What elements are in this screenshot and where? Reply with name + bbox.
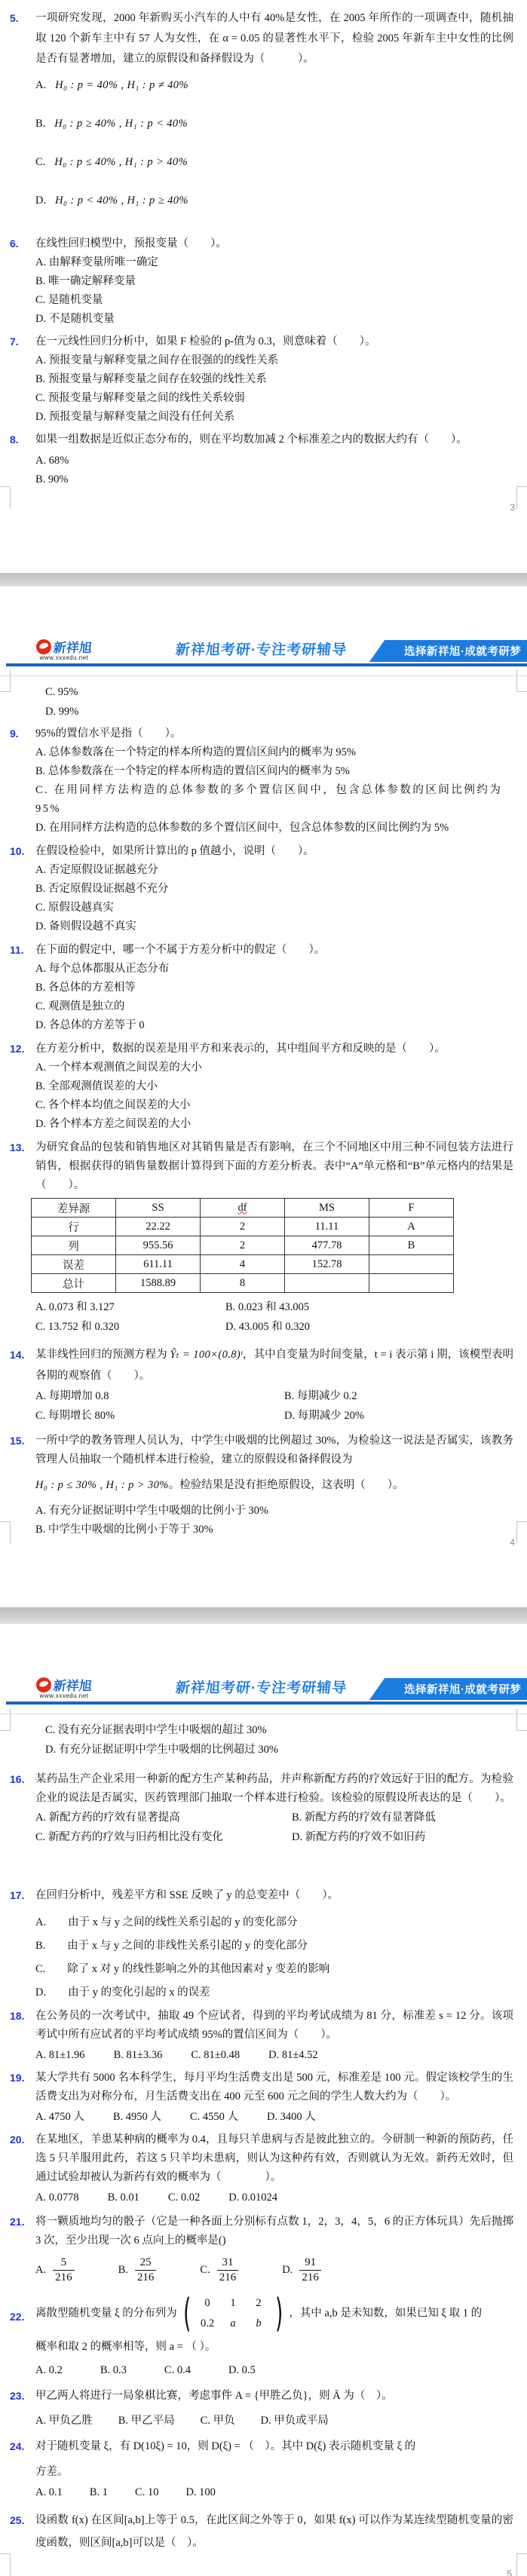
fraction: $\frac{5}{216}$ — [53, 2256, 75, 2285]
question-6-option-a: A. 由解释变量所唯一确定 — [35, 256, 158, 268]
anova-cell: 2 — [201, 1218, 285, 1236]
question-20-option-d: D. 0.01024 — [228, 2192, 278, 2204]
question-9-option-a: A. 总体参数落在一个特定的样本所构造的置信区间内的概率为 95% — [35, 746, 356, 758]
question-10-option-d: D. 备则假设越不真实 — [35, 920, 136, 933]
question-12-option-a: A. 一个样本观测值之间误差的大小 — [35, 1061, 202, 1074]
anova-cell: 8 — [201, 1274, 285, 1293]
question-17-option-a: A. 由于 x 与 y 之间的线性关系引起的 y 的变化部分 — [35, 1916, 298, 1928]
page-gap — [0, 573, 527, 587]
question-13-option-d: D. 43.005 和 0.320 — [225, 1321, 310, 1333]
question-11 — [10, 941, 513, 1035]
question-14-stem: 某非线性回归的预测方程为 Ŷₜ = 100×(0.8)ᵗ，其中自变量为时间变量，t = i 表示第 i 期，该模型表明各期的观察值（ ）。 — [35, 1349, 514, 1382]
logo-name: 新祥旭 — [52, 641, 93, 655]
anova-cell: 11.11 — [285, 1218, 369, 1236]
page-1 — [0, 0, 527, 573]
question-20-option-c: C. 0.02 — [167, 2192, 201, 2204]
question-10-option-a: A. 否定原假设证据越充分 — [35, 864, 158, 876]
question-5-option-c: C. H₀ : p ≤ 40% , H₁ : p > 40% — [35, 156, 188, 168]
question-10-option-c: C. 原假设越真实 — [35, 902, 114, 914]
center-slogan: 新祥旭考研·专注考研辅导 — [174, 642, 348, 658]
question-6 — [10, 234, 513, 329]
question-25 — [10, 2509, 513, 2554]
question-20 — [10, 2130, 513, 2208]
question-8-option-c: C. 95% — [45, 686, 78, 698]
crop-mark-bottom-right — [516, 1521, 527, 1544]
question-18-option-a: A. 81±1.96 — [35, 2049, 85, 2061]
anova-cell — [369, 1255, 454, 1274]
question-8 — [10, 430, 513, 489]
question-13-stem: 为研究食品的包装和销售地区对其销售量是否有影响，在三个不同地区中用三种不同包装方法进行销售，根据获得的销售量数据计算得到下面的方差分析表。表中“A”单元格和“B”单元格内的结果是（ ）。 — [35, 1141, 513, 1191]
question-18-option-c: C. 81±0.48 — [191, 2049, 241, 2061]
question-9 — [10, 724, 513, 838]
question-19-option-b: B. 4950 人 — [112, 2111, 161, 2123]
question-15 — [10, 1432, 513, 1539]
question-15-options-continued — [45, 1720, 513, 1760]
question-10 — [10, 842, 513, 936]
question-9-option-c: C. 在用同样方法构造的总体参数的多个置信区间中，包含总体参数的区间比例约为 95% — [35, 784, 503, 815]
question-6-option-b: B. 唯一确定解释变量 — [35, 275, 136, 287]
question-7-stem: 在一元线性回归分析中，如果 F 检验的 p-值为 0.3，则意味着（ ）。 — [35, 335, 376, 348]
crop-mark-bottom-left — [0, 1521, 11, 1544]
anova-row — [32, 1236, 454, 1255]
anova-cell: 611.11 — [116, 1255, 201, 1274]
anova-cell — [369, 1274, 454, 1293]
question-23-option-d: D. 甲负或平局 — [260, 2415, 329, 2427]
question-22-options — [35, 2360, 513, 2381]
anova-cell: A — [369, 1218, 454, 1236]
matrix-cell: 1 — [230, 2297, 236, 2309]
question-21 — [10, 2213, 513, 2288]
anova-cell: 误差 — [32, 1255, 116, 1274]
page-gap — [0, 1607, 527, 1624]
question-24-option-c: C. 10 — [135, 2486, 159, 2498]
question-10-option-b: B. 否定原假设证据越不充分 — [35, 883, 169, 895]
question-14-number: 14. — [10, 1349, 25, 1361]
question-7-option-a: A. 预报变量与解释变量之间存在很强的的线性关系 — [35, 354, 279, 366]
anova-table — [31, 1198, 454, 1293]
question-10-stem: 在假设检验中，如果所计算出的 p 值越小，说明（ ）。 — [35, 845, 314, 857]
question-24 — [10, 2437, 513, 2503]
question-24-option-d: D. 100 — [185, 2486, 216, 2498]
question-23-number: 23. — [10, 2390, 25, 2402]
question-21-option-b: B. $\frac{25}{216}$ — [118, 2256, 157, 2285]
logo-site: www.xxxedu.net — [39, 1692, 89, 1699]
fraction: $\frac{31}{216}$ — [217, 2256, 239, 2285]
question-11-option-a: A. 每个总体都服从正态分布 — [35, 963, 170, 975]
question-11-option-b: B. 各总体的方差相等 — [35, 982, 136, 994]
question-21-number: 21. — [10, 2216, 25, 2228]
question-7 — [10, 332, 513, 427]
question-22-option-b: B. 0.3 — [100, 2364, 127, 2376]
question-21-option-a: A. $\frac{5}{216}$ — [35, 2256, 75, 2285]
matrix-cell: 0.2 — [200, 2317, 215, 2329]
question-20-stem: 在某地区，羊患某种病的概率为 0.4，且每只羊患病与否是彼此独立的。今研制一种新的预防药，任选 5 只羊服用此药，若这 5 只羊均未患病，则认为这种药有效，否则就认为无效。新药无效时，但通过试验却被认为新药有效的概率为（ ）。 — [35, 2133, 513, 2183]
anova-cell: 2 — [201, 1236, 285, 1255]
question-14-option-b: B. 每期减少 0.2 — [284, 1390, 357, 1402]
page-number: 3 — [510, 502, 515, 513]
question-15-option-a: A. 有充分证据证明中学生中吸烟的比例小于 30% — [35, 1505, 268, 1517]
page-content — [0, 587, 527, 1539]
question-12 — [10, 1040, 513, 1134]
question-16-number: 16. — [10, 1773, 25, 1785]
question-19-number: 19. — [10, 2072, 25, 2084]
fraction: $\frac{25}{216}$ — [135, 2256, 157, 2285]
question-17-option-b: B. 由于 x 与 y 之间的非线性关系引起的 y 的变化部分 — [35, 1940, 308, 1952]
question-21-options — [35, 2256, 513, 2285]
question-14-option-a: A. 每期增加 0.8 — [35, 1390, 109, 1402]
question-9-option-d: D. 在用同样方法构造的总体参数的多个置信区间中，包含总体参数的区间比例约为 5% — [35, 822, 449, 834]
question-17 — [10, 1886, 513, 2002]
question-13 — [10, 1138, 513, 1337]
question-20-option-b: B. 0.01 — [107, 2192, 139, 2204]
question-9-option-b: B. 总体参数落在一个特定的样本所构造的置信区间内的概率为 5% — [35, 765, 350, 777]
question-18-options — [35, 2045, 513, 2066]
page-3 — [0, 1624, 527, 2576]
anova-row — [32, 1218, 454, 1236]
question-19 — [10, 2069, 513, 2127]
question-18-stem: 在公务员的一次考试中，抽取 49 个应试者，得到的平均考试成绩为 81 分，标准差 s = 12 分。该项考试中所有应试者的平均考试成绩 95%的置信区间为（ ）。 — [35, 2010, 513, 2041]
page-content — [0, 0, 527, 489]
question-15-formula-line: H₀ : p ≤ 30% , H₁ : p > 30%。检验结果是没有拒绝原假设，这表明（ ）。 — [35, 1479, 404, 1491]
question-6-option-d: D. 不是随机变量 — [35, 313, 115, 325]
anova-cell: 行 — [32, 1218, 116, 1236]
question-9-number: 9. — [10, 727, 19, 740]
q14-formula: Ŷₜ = 100×(0.8)ᵗ — [170, 1349, 243, 1361]
logo-site: www.xxxedu.net — [39, 654, 89, 661]
question-7-option-b: B. 预报变量与解释变量之间存在较强的线性关系 — [35, 373, 267, 385]
question-23-option-c: C. 甲负 — [200, 2415, 235, 2427]
anova-row — [32, 1255, 454, 1274]
anova-cell: 152.78 — [285, 1255, 369, 1274]
question-13-number: 13. — [10, 1141, 25, 1153]
question-18-option-d: D. 81±4.52 — [268, 2049, 318, 2061]
anova-cell: SS — [116, 1199, 201, 1218]
anova-cell: 总计 — [32, 1274, 116, 1293]
question-23 — [10, 2387, 513, 2431]
question-11-stem: 在下面的假定中，哪一个不属于方差分析中的假定（ ）。 — [35, 944, 326, 956]
matrix-cell: b — [256, 2317, 262, 2329]
anova-cell: F — [369, 1199, 454, 1218]
question-12-number: 12. — [10, 1043, 25, 1055]
question-12-option-c: C. 各个样本均值之间误差的大小 — [35, 1099, 191, 1111]
question-13-option-a: A. 0.073 和 3.127 — [35, 1301, 115, 1313]
anova-cell: B — [369, 1236, 454, 1255]
question-5-option-a: A. H₀ : p = 40% , H₁ : p ≠ 40% — [35, 79, 188, 91]
question-25-stem: 设函数 f(x) 在区间[a,b]上等于 0.5，在此区间之外等于 0，如果 f(x) 可以作为某连续型随机变量的密度函数，则区间[a,b]可以是（ ）。 — [35, 2514, 513, 2549]
question-7-number: 7. — [10, 335, 19, 348]
question-15-option-c: C. 没有充分证据表明中学生中吸烟的超过 30% — [45, 1724, 267, 1736]
question-16-option-a: A. 新配方药的疗效有显著提高 — [35, 1812, 180, 1824]
question-19-option-d: D. 3400 人 — [266, 2111, 316, 2123]
question-15-stem: 一所中学的教务管理人员认为，中学生中吸烟的比例超过 30%，为检验这一说法是否属实，该教务管理人员抽取一个随机样本进行检验，建立的原假设和备择假设为 — [35, 1435, 513, 1466]
question-22-option-a: A. 0.2 — [35, 2364, 63, 2376]
question-23-option-b: B. 甲乙平局 — [118, 2415, 175, 2427]
anova-cell: 差异源 — [32, 1199, 116, 1218]
question-23-options — [35, 2410, 513, 2431]
matrix-cell: 2 — [256, 2297, 262, 2309]
anova-cell: 955.56 — [116, 1236, 201, 1255]
question-11-option-c: C. 观测值是独立的 — [35, 1000, 125, 1012]
question-24-option-b: B. 1 — [89, 2486, 109, 2498]
matrix-cell: 0 — [204, 2297, 210, 2309]
question-7-option-d: D. 预报变量与解释变量之间没有任何关系 — [35, 411, 235, 423]
question-6-stem: 在线性回归模型中，预报变量（ ）。 — [35, 237, 227, 250]
question-16 — [10, 1770, 513, 1847]
page-2 — [0, 587, 527, 1607]
anova-cell: 4 — [201, 1255, 285, 1274]
center-slogan: 新祥旭考研·专注考研辅导 — [174, 1680, 348, 1696]
matrix-left-paren: ( — [182, 2291, 191, 2336]
question-20-number: 20. — [10, 2133, 25, 2146]
question-5 — [10, 8, 513, 230]
crop-mark-bottom-left — [0, 2553, 11, 2576]
anova-cell: 22.22 — [116, 1218, 201, 1236]
question-16-stem: 某药品生产企业采用一种新的配方生产某种药品，并声称新配方药的疗效远好于旧的配方。为检验企业的说法是否属实，医药管理部门抽取一个样本进行检验。该检验的原假设所表达的是（ ）。 — [35, 1773, 513, 1804]
question-22-stem-line2: 概率和取 2 的概率相等，则 a = （ ）。 — [35, 2341, 216, 2353]
matrix-cell: a — [230, 2317, 236, 2329]
question-12-stem: 在方差分析中，数据的误差是用平方和来表示的，其中组间平方和反映的是（ ）。 — [35, 1043, 446, 1055]
question-19-stem: 某大学共有 5000 名本科学生，每月平均生活费支出是 500 元，标准差是 100 元。假定该校学生的生活费支出为对称分布，月生活费支出在 400 元至 600 元之间的学生人数大约为（ ）。 — [35, 2072, 513, 2103]
question-14 — [10, 1344, 513, 1426]
question-20-option-a: A. 0.0778 — [35, 2192, 79, 2204]
question-15-number: 15. — [10, 1435, 25, 1447]
question-25-number: 25. — [10, 2514, 25, 2526]
question-8-options-continued — [45, 682, 513, 721]
question-5-option-d: D. H₀ : p < 40% , H₁ : p ≥ 40% — [35, 195, 188, 207]
anova-cell: df — [201, 1199, 285, 1218]
question-14-option-c: C. 每期增长 80% — [35, 1410, 115, 1422]
question-22-number: 22. — [10, 2311, 25, 2323]
question-17-stem: 在回归分析中，残差平方和 SSE 反映了 y 的总变差中（ ）。 — [35, 1889, 339, 1901]
question-13-option-b: B. 0.023 和 43.005 — [225, 1301, 310, 1313]
question-23-option-a: A. 甲负乙胜 — [35, 2415, 93, 2427]
question-6-option-c: C. 是随机变量 — [35, 294, 103, 306]
question-24-option-a: A. 0.1 — [35, 2486, 63, 2498]
question-16-option-c: C. 新配方药的疗效与旧药相比没有变化 — [35, 1831, 223, 1843]
question-11-option-d: D. 各总体的方差等于 0 — [35, 1019, 145, 1031]
question-9-stem: 95%的置信水平是指（ ）。 — [35, 727, 182, 740]
question-22-option-c: C. 0.4 — [164, 2364, 191, 2376]
question-21-option-c: C. $\frac{31}{216}$ — [200, 2256, 238, 2285]
anova-header-row — [32, 1199, 454, 1218]
crop-mark-bottom-left — [0, 486, 11, 509]
distribution-matrix — [179, 2291, 287, 2336]
question-23-stem: 甲乙两人将进行一局象棋比赛，考虑事件 A = {甲胜乙负}，则 Ā 为（ ）。 — [35, 2390, 393, 2402]
question-18 — [10, 2007, 513, 2066]
anova-cell: 列 — [32, 1236, 116, 1255]
question-8-option-d: D. 99% — [45, 706, 79, 718]
question-8-stem: 如果一组数据是近似正态分布的，则在平均数加减 2 个标准差之内的数据大约有（ ）。 — [35, 433, 467, 446]
question-17-number: 17. — [10, 1889, 25, 1901]
question-17-option-c: C. 除了 x 对 y 的线性影响之外的其他因素对 y 变差的影响 — [35, 1963, 330, 1975]
question-22 — [10, 2291, 513, 2381]
question-14-option-d: D. 每期减少 20% — [284, 1410, 364, 1422]
anova-cell: MS — [285, 1199, 369, 1218]
question-8-option-a: A. 68% — [35, 455, 69, 467]
question-19-option-c: C. 4550 人 — [189, 2111, 238, 2123]
question-24-options — [35, 2482, 513, 2503]
question-19-option-a: A. 4750 人 — [35, 2111, 84, 2123]
question-5-option-b: B. H₀ : p ≥ 40% , H₁ : p < 40% — [35, 118, 188, 130]
fraction: $\frac{91}{216}$ — [299, 2256, 321, 2285]
question-18-option-b: B. 81±3.36 — [113, 2049, 163, 2061]
question-15-option-d: D. 有充分证据证明中学生中吸烟的比例超过 30% — [45, 1744, 278, 1756]
right-slogan: 选择新祥旭·成就考研梦 — [403, 646, 521, 658]
matrix-right-paren: ) — [275, 2291, 283, 2336]
anova-row — [32, 1274, 454, 1293]
question-12-option-d: D. 各个样本方差之间误差的大小 — [35, 1118, 191, 1130]
question-24-stem-line2: 方差。 — [35, 2466, 69, 2478]
question-15-option-b: B. 中学生中吸烟的比例小于等于 30% — [35, 1524, 213, 1536]
question-8-option-b: B. 90% — [35, 473, 69, 485]
page-content — [0, 1624, 527, 2554]
question-11-number: 11. — [10, 944, 24, 956]
logo-name: 新祥旭 — [52, 1679, 93, 1693]
page-number: 5 — [507, 2568, 512, 2576]
crop-mark-bottom-right — [516, 2553, 527, 2576]
question-22-stem: 离散型随机变量 ξ 的分布列为 ( 0 1 2 0.2 a b ) ，其中 a,b 是未知数，如果已知 ξ 取 1 的 — [35, 2291, 483, 2336]
question-18-number: 18. — [10, 2010, 25, 2022]
question-8-number: 8. — [10, 433, 19, 446]
anova-cell: 1588.89 — [116, 1274, 201, 1293]
question-6-number: 6. — [10, 237, 19, 250]
question-5-number: 5. — [10, 12, 19, 24]
anova-cell: 477.78 — [285, 1236, 369, 1255]
question-20-options — [35, 2187, 513, 2208]
crop-mark-bottom-right — [516, 486, 527, 509]
right-slogan: 选择新祥旭·成就考研梦 — [403, 1684, 521, 1696]
question-7-option-c: C. 预报变量与解释变量之间的线性关系较弱 — [35, 392, 245, 404]
question-19-options — [35, 2106, 513, 2127]
question-24-stem: 对于随机变量 ξ，有 D(10ξ) = 10，则 D(ξ) = （ ）。其中 D(ξ) 表示随机变量 ξ 的 — [35, 2440, 416, 2452]
question-12-option-b: B. 全部观测值误差的大小 — [35, 1080, 158, 1092]
question-17-option-d: D. 由于 y 的变化引起的 x 的误差 — [35, 1986, 210, 1999]
page-number: 4 — [510, 1537, 515, 1548]
question-21-stem: 将一颗质地均匀的骰子（它是一种各面上分别标有点数 1，2，3，4，5，6 的正方体玩具）先后抛掷 3 次，至少出现一次 6 点向上的概率是() — [35, 2216, 513, 2247]
question-16-option-d: D. 新配方药的疗效不如旧药 — [292, 1831, 426, 1843]
question-21-option-d: D. $\frac{91}{216}$ — [282, 2256, 321, 2285]
question-24-number: 24. — [10, 2440, 25, 2452]
question-10-number: 10. — [10, 845, 25, 857]
question-16-option-b: B. 新配方药的疗效有显著降低 — [292, 1812, 436, 1824]
question-13-option-c: C. 13.752 和 0.320 — [35, 1321, 120, 1333]
question-22-option-d: D. 0.5 — [228, 2364, 256, 2376]
question-5-stem: 一项研究发现，2000 年新购买小汽车的人中有 40%是女性，在 2005 年所作的一项调查中，随机抽取 120 个新车主中有 57 人为女性，在 α = 0.05 的显著性水平下，检验 2005 年新车主中女性的比例是否有显著增加，建立的原假设和备择假设为（ ）。 — [35, 12, 513, 65]
anova-cell — [285, 1274, 369, 1293]
